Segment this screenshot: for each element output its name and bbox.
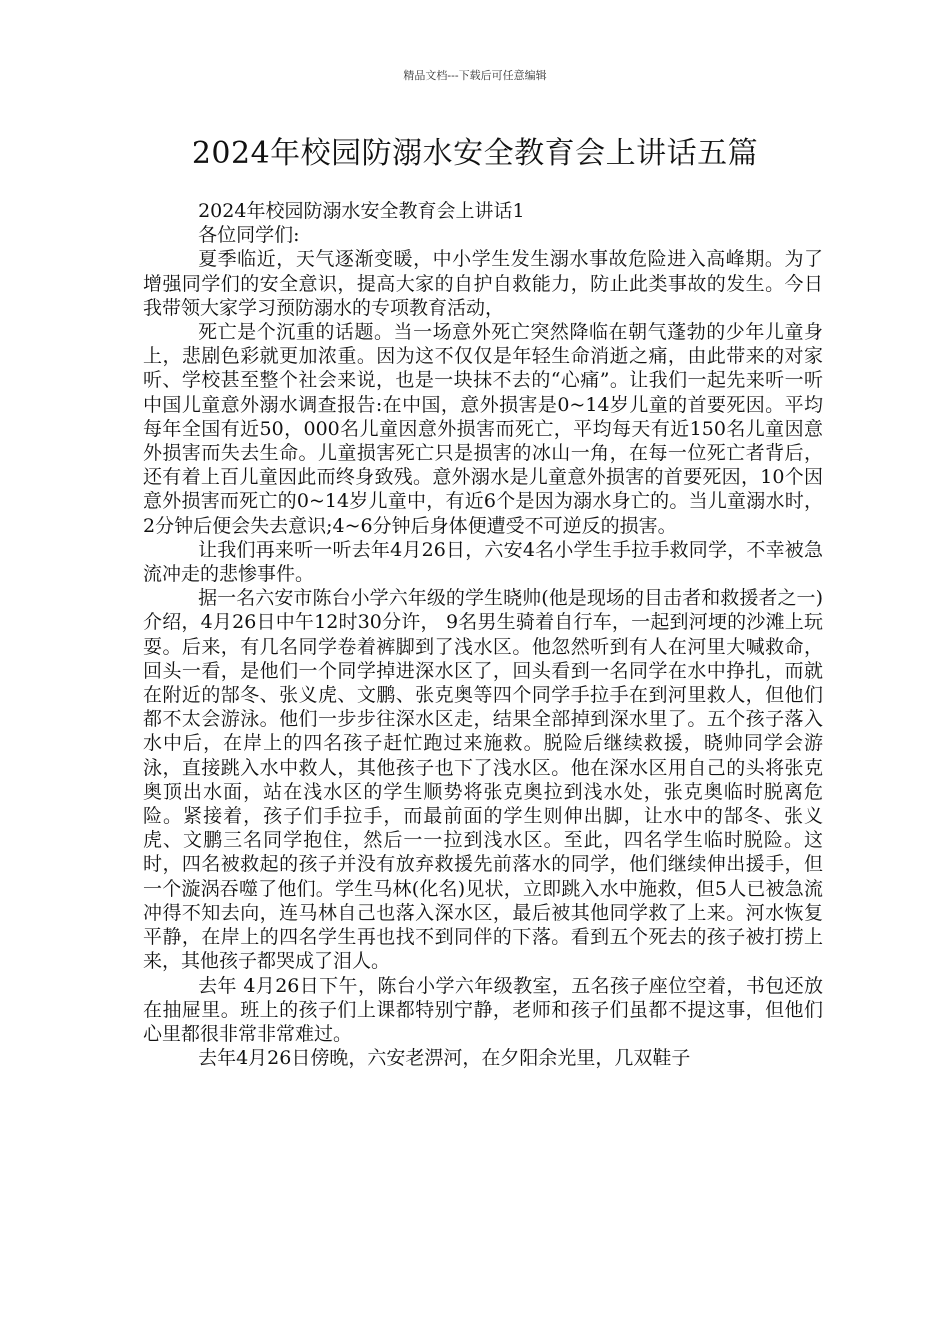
paragraph-intro: 夏季临近，天气逐渐变暖，中小学生发生溺水事故危险进入高峰期。为了增强同学们的安全意识，提高大家的自护自救能力，防止此类事故的发生。今日我带领大家学习预防溺水的专项教育活动， [143,248,823,319]
speech-subtitle: 2024年校园防溺水安全教育会上讲话1 [198,200,525,222]
document-title: 2024年校园防溺水安全教育会上讲话五篇 [191,136,759,171]
salutation: 各位同学们: [198,224,300,247]
paragraph-witness-account: 据一名六安市陈台小学六年级的学生晓帅(他是现场的目击者和救援者之一)介绍，4月26日中午12时30分许， 9名男生骑着自行车，一起到河埂的沙滩上玩耍。后来，有几名同学卷着裤脚到了浅水区。他忽然听到有人在河里大喊救命，回头一看，是他们一个同学掉进深水区了，回头看到一名同学在水中挣扎，而就在附近的郜冬、张义虎、文鹏、张克奥等四个同学手拉手在到河里救人，但他们都不太会游泳。他们一步步往深水区走，结果全部掉到深水里了。五个孩子落入水中后，在岸上的四名孩子赶忙跑过来施救。脱险后继续救援，晓帅同学会游泳，直接跳入水中救人，其他孩子也下了浅水区。他在深水区用自己的头将张克奥顶出水面，站在浅水区的学生顺势将张克奥拉到浅水处，张克奥临时脱离危险。紧接着，孩子们手拉手，而最前面的学生则伸出脚，让水中的郜冬、张义虎、文鹏三名同学抱住，然后一一拉到浅水区。至此，四名学生临时脱险。这时，四名被救起的孩子并没有放弃救援先前落水的同学，他们继续伸出援手，但一个漩涡吞噬了他们。学生马林(化名)见状，立即跳入水中施救，但5人已被急流冲得不知去向，连马林自己也落入深水区，最后被其他同学救了上来。河水恢复平静，在岸上的四名学生再也找不到同伴的下落。看到五个死去的孩子被打捞上来，其他孩子都哭成了泪人。 [143,587,823,973]
paragraph-classroom: 去年 4月26日下午，陈台小学六年级教室，五名孩子座位空着，书包还放在抽屉里。班上的孩子们上课都特别宁静，老师和孩子们虽都不提这事，但他们心里都很非常非常难过。 [143,974,823,1045]
paragraph-event-intro: 让我们再来听一听去年4月26日，六安4名小学生手拉手救同学，不幸被急流冲走的悲惨事件。 [143,538,823,586]
page-header-watermark: 精品文档---下载后可任意编辑 [403,69,547,82]
paragraph-statistics: 死亡是个沉重的话题。当一场意外死亡突然降临在朝气蓬勃的少年儿童身上，悲剧色彩就更加浓重。因为这不仅仅是年轻生命消逝之痛，由此带来的对家听、学校甚至整个社会来说，也是一块抹不去的“心痛”。让我们一起先来听一听中国儿童意外溺水调查报告:在中国，意外损害是0~14岁儿童的首要死因。平均每年全国有近50，000名儿童因意外损害而死亡，平均每天有近150名儿童因意外损害而失去生命。儿童损害死亡只是损害的冰山一角，在每一位死亡者背后，还有着上百儿童因此而终身致残。意外溺水是儿童意外损害的首要死因，10个因意外损害而死亡的0~14岁儿童中，有近6个是因为溺水身亡的。当儿童溺水时，2分钟后便会失去意识;4~6分钟后身体便遭受不可逆反的损害。 [143,321,823,537]
paragraph-evening: 去年4月26日傍晚，六安老淠河，在夕阳余光里，几双鞋子 [198,1047,691,1070]
document-body [143,199,823,1070]
